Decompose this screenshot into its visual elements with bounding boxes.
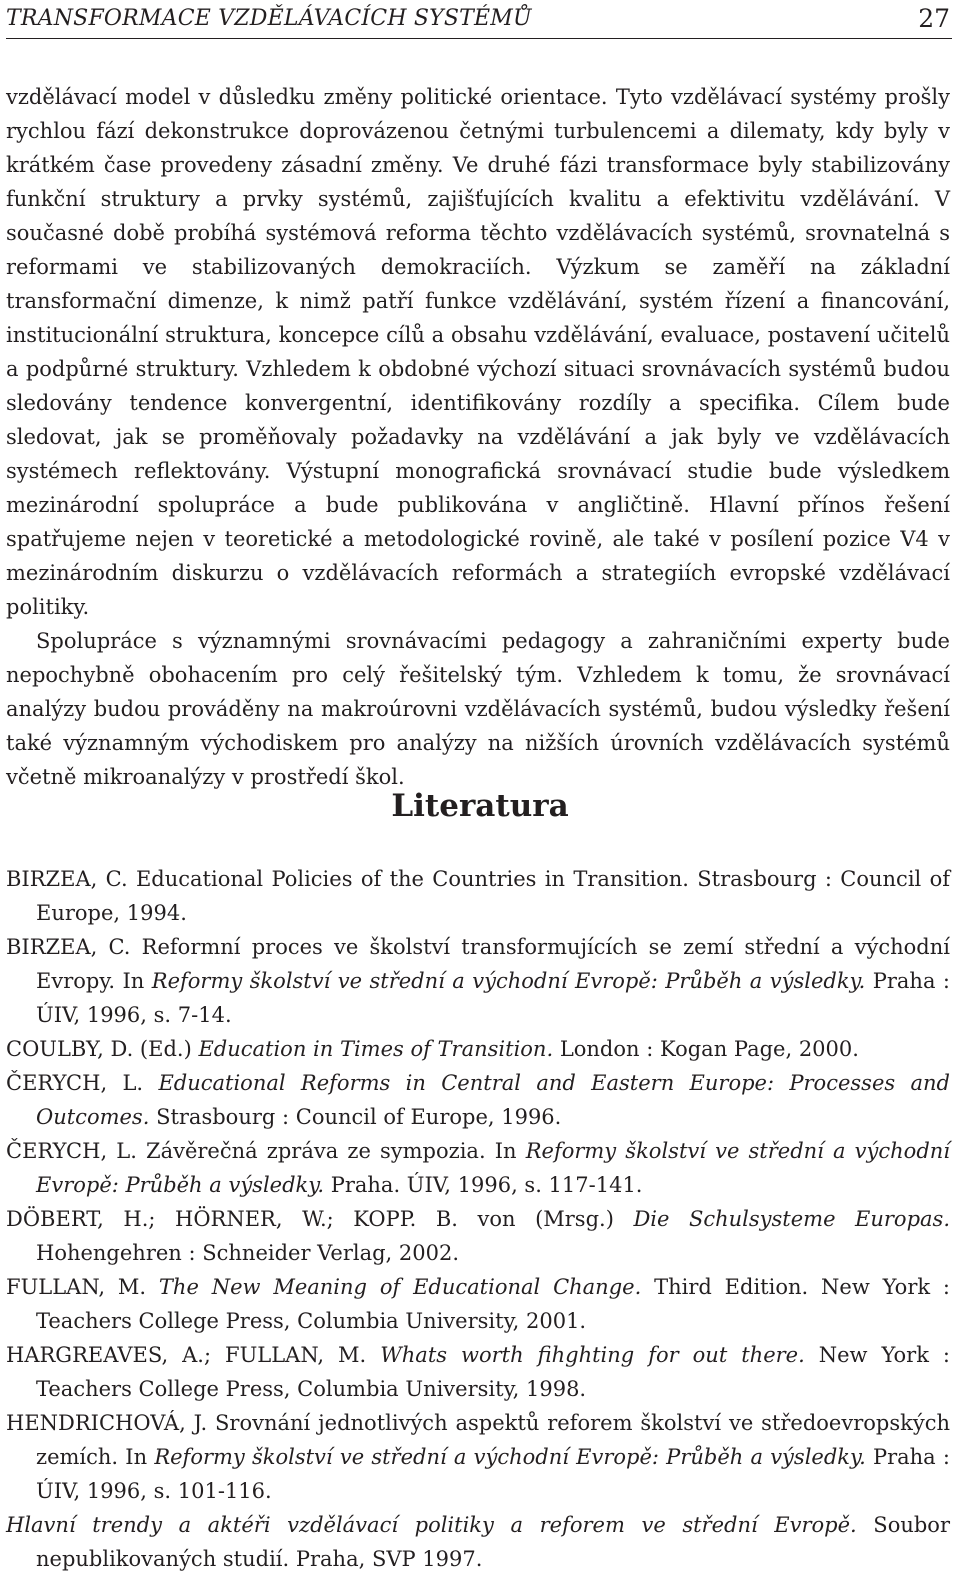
ref-text: DÖBERT, H.; HÖRNER, W.; KOPP. B. von (Mrsg.) <box>6 1207 634 1231</box>
reference-item <box>6 1066 950 1134</box>
reference-item <box>6 930 950 1032</box>
ref-title: Reformy školství ve střední a východní Evropě: Průběh a výsledky. <box>154 1445 866 1469</box>
ref-text: Praha. ÚIV, 1996, s. 117-141. <box>324 1173 643 1197</box>
paragraph: vzdělávací model v důsledku změny politické orientace. Tyto vzdělávací systémy prošly rychlou fází dekonstrukce doprovázenou četnými turbulencemi a dilematy, kdy byly v krátkém čase provedeny zásadní změny. Ve druhé fázi transformace byly stabilizovány funkční struktury a prvky systémů, zajišťujících kvalitu a efektivitu vzdělávání. V současné době probíhá systémová reforma těchto vzdělávacích systémů, srovnatelná s reformami ve stabilizovaných demokraciích. Výzkum se zaměří na základní transformační dimenze, k nimž patří funkce vzdělávání, systém řízení a financování, institucionální struktura, koncepce cílů a obsahu vzdělávání, evaluace, postavení učitelů a podpůrné struktury. Vzhledem k obdobné výchozí situaci srovnávacích systémů budou sledovány tendence konvergentní, identifikovány rozdíly a specifika. Cílem bude sledovat, jak se proměňovaly požadavky na vzdělávání a jak byly ve vzdělávacích systémech reflektovány. Výstupní monografická srovnávací studie bude výsledkem mezinárodní spolupráce a bude publikována v angličtině. Hlavní přínos řešení spatřujeme nejen v teoretické a metodologické rovině, ale také v posílení pozice V4 v mezinárodním diskurzu o vzdělávacích reformách a strategiích evropské vzdělávací politiky. <box>6 85 950 619</box>
reference-item <box>6 1134 950 1202</box>
ref-text: ČERYCH, L. Závěrečná zpráva ze sympozia. In <box>6 1139 526 1163</box>
running-title: TRANSFORMACE VZDĚLÁVACÍCH SYSTÉMŮ <box>6 6 532 31</box>
reference-item <box>6 1338 950 1406</box>
reference-item <box>6 1508 950 1576</box>
ref-title: Whats worth fihghting for out there. <box>380 1343 805 1367</box>
ref-text: New York : Teachers College Press, Columbia University, 1998. <box>36 1343 950 1401</box>
reference-list <box>6 862 950 1576</box>
ref-text: ČERYCH, L. <box>6 1071 159 1095</box>
section-heading: Literatura <box>391 788 569 824</box>
ref-text: BIRZEA, C. Reformní proces ve školství transformujících se zemí střední a východní Evropy. In <box>6 935 950 993</box>
body-text <box>6 80 950 794</box>
ref-text: BIRZEA, C. Educational Policies of the Countries in Transition. Strasbourg : Council of Europe, 1994. <box>6 867 950 925</box>
ref-text: HENDRICHOVÁ, J. Srovnání jednotlivých aspektů reforem školství ve středoevropských zemích. In <box>6 1411 950 1469</box>
page-number: 27 <box>918 4 950 33</box>
ref-text: Praha : ÚIV, 1996, s. 101-116. <box>36 1445 950 1503</box>
ref-text: FULLAN, M. <box>6 1275 159 1299</box>
ref-title: Reformy školství ve střední a východní Evropě: Průběh a výsledky. <box>151 969 866 993</box>
ref-text: COULBY, D. (Ed.) <box>6 1037 199 1061</box>
reference-item <box>6 1406 950 1508</box>
ref-title: The New Meaning of Educational Change. <box>158 1275 642 1299</box>
paragraph: Spolupráce s významnými srovnávacími pedagogy a zahraničními experty bude nepochybně obohacením pro celý řešitelský tým. Vzhledem k tomu, že srovnávací analýzy budou prováděny na makroúrovni vzdělávacích systémů, budou výsledky řešení také významným východiskem pro analýzy na nižších úrovních vzdělávacích systémů včetně mikroanalýzy v prostředí škol. <box>6 629 950 789</box>
ref-title: Education in Times of Transition. <box>198 1037 554 1061</box>
ref-title: Hlavní trendy a aktéři vzdělávací politiky a reforem ve střední Evropě. <box>6 1513 857 1537</box>
ref-text: HARGREAVES, A.; FULLAN, M. <box>6 1343 381 1367</box>
ref-text: London : Kogan Page, 2000. <box>553 1037 859 1061</box>
ref-title: Reformy školství ve střední a východní Evropě: Průběh a výsledky. <box>36 1139 950 1197</box>
running-header <box>6 2 952 39</box>
ref-text: Strasbourg : Council of Europe, 1996. <box>149 1105 562 1129</box>
reference-item <box>6 1202 950 1270</box>
reference-item <box>6 1032 950 1066</box>
reference-item <box>6 1270 950 1338</box>
ref-text: Soubor nepublikovaných studií. Praha, SVP 1997. <box>36 1513 950 1571</box>
ref-text: Third Edition. New York : Teachers College Press, Columbia University, 2001. <box>36 1275 950 1333</box>
ref-text: Praha : ÚIV, 1996, s. 7-14. <box>36 969 950 1027</box>
reference-item <box>6 862 950 930</box>
ref-text: Hohengehren : Schneider Verlag, 2002. <box>36 1241 460 1265</box>
ref-title: Die Schulsysteme Europas. <box>633 1207 950 1231</box>
ref-title: Educational Reforms in Central and Eastern Europe: Processes and Outcomes. <box>36 1071 950 1129</box>
